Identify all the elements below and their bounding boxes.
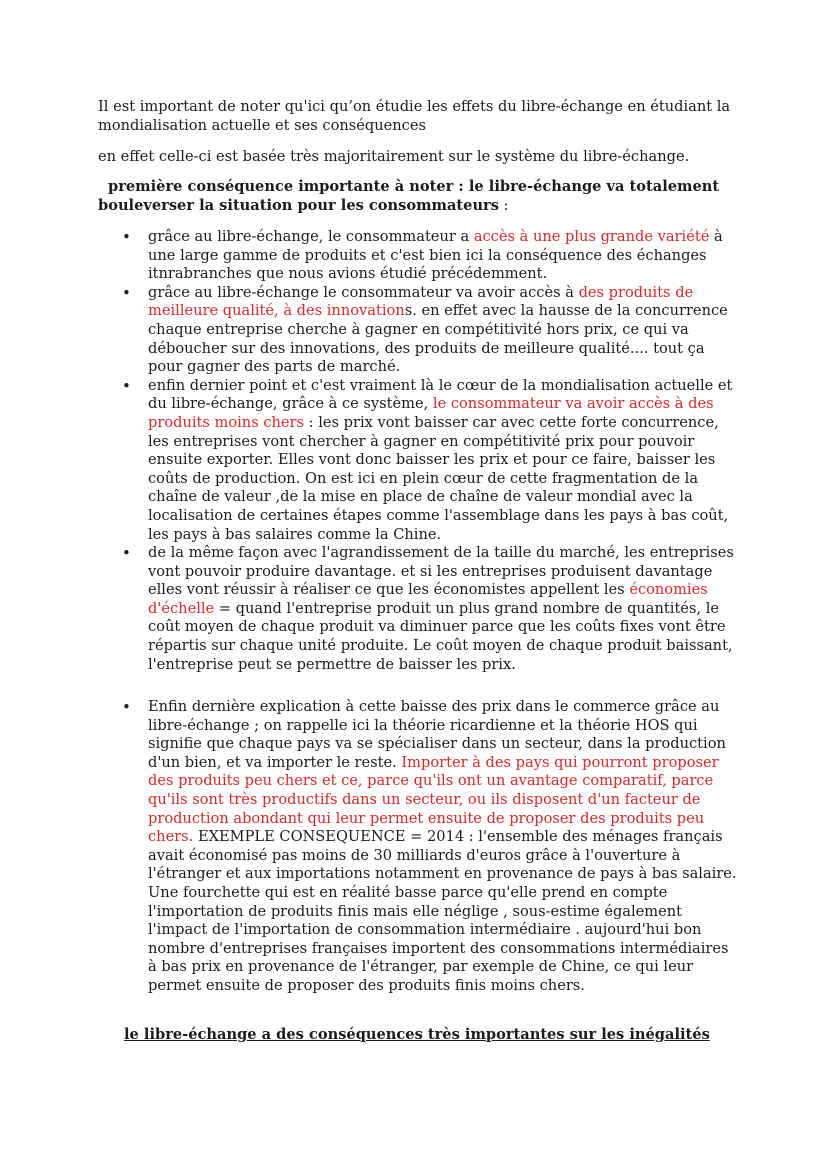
- text-segment: de la même façon avec l'agrandissement de la taille du marché, les entreprises vont pouvoir produire davantage. et si les entreprises produisent davantage elles vont réussir à réaliser ce que les économistes appellent les: [148, 544, 734, 599]
- text-segment: = quand l'entreprise produit un plus grand nombre de quantités, le coût moyen de chaque produit va diminuer parce que les coûts fixes vont être répartis sur chaque unité produite. Le coût moyen de chaque produit baissant, l'entreprise peut se permettre de baisser les prix.: [148, 599, 733, 673]
- highlighted-text: économies d'échelle: [148, 581, 708, 617]
- text-segment: enfin dernier point et c'est vraiment là le cœur de la mondialisation actuelle et du libre-échange, grâce à ce système,: [148, 376, 733, 413]
- text-segment: EXEMPLE CONSEQUENCE = 2014 : l'ensemble des ménages français avait économisé pas moins de 30 milliards d'euros grâce à l'ouverture à l'étranger et aux importations notamment en provenance de pays à bas salaire. Une fourchette qui est en réalité basse parce qu'elle prend en compte l'importation de produits finis mais elle néglige , sous-estime également l'impact de l'importation de consommation intermédiaire . aujourd'hui bon nombre d'entreprises françaises importent des consommations intermédiaires à bas prix en provenance de l'étranger, par exemple de Chine, ce qui leur permet ensuite de proposer des produits finis moins chers.: [148, 828, 737, 994]
- highlighted-text: accès à une plus grande variété: [473, 228, 710, 245]
- intro-paragraph-1: Il est important de noter qu'ici qu’on étudie les effets du libre-échange en étudiant la mondialisation actuelle et ses conséquences: [98, 98, 731, 134]
- list-item-variety: [148, 228, 738, 284]
- section-heading-inequalities: le libre-échange a des conséquences très importantes sur les inégalités: [124, 1026, 710, 1043]
- text-segment: grâce au libre-échange, le consommateur a: [148, 228, 474, 245]
- section-heading-consumers: [98, 178, 738, 215]
- text-segment: à une large gamme de produits et c'est bien ici la conséquence des échanges itnrabranches que nous avions étudié précédemment.: [148, 228, 723, 283]
- text-segment: s. en effet avec la hausse de la concurrence chaque entreprise cherche à gagner en compétitivité hors prix, ce qui va déboucher sur des innovations, des produits de meilleure qualité.... tout ça pour gagner des parts de marché.: [148, 302, 728, 376]
- intro-paragraph-2: en effet celle-ci est basée très majoritairement sur le système du libre-échange.: [98, 148, 690, 165]
- text-segment: Enfin dernière explication à cette baisse des prix dans le commerce grâce au libre-échange ; on rappelle ici la théorie ricardienne et la théorie HOS qui signifie que chaque pays va se spécialiser dans un secteur, dans la production d'un bien, et va importer le reste.: [148, 698, 726, 771]
- highlighted-text: Importer à des pays qui pourront proposer des produits peu chers et ce, parce qu'ils ont un avantage comparatif, parce qu'ils sont très productifs dans un secteur, ou ils disposent d'un facteur de production abondant qui leur permet ensuite de proposer des produits peu chers.: [148, 753, 719, 846]
- highlighted-text: des produits de meilleure qualité, à des innovation: [148, 283, 694, 320]
- heading-text: première conséquence importante à noter : le libre-échange va totalement bouleverser la situation pour les consommateurs: [98, 178, 720, 214]
- list-item-quality: [148, 284, 738, 377]
- consequence-list-continued: [148, 698, 738, 996]
- text-segment: grâce au libre-échange le consommateur va avoir accès à: [148, 283, 579, 301]
- highlighted-text: le consommateur va avoir accès à des produits moins chers: [148, 395, 714, 431]
- text-segment: : les prix vont baisser car avec cette forte concurrence, les entreprises vont chercher à gagner en compétitivité prix pour pouvoir ensuite exporter. Elles vont donc baisser les prix et pour ce faire, baisser les coûts de production. On est ici en plein cœur de cette fragmentation de la chaîne de valeur ,de la mise en place de chaîne de valeur mondial avec la localisation de certaines étapes comme l'assemblage dans les pays à bas coût, les pays à bas salaires comme la Chine.: [148, 413, 729, 543]
- list-item-specialization: [148, 698, 738, 996]
- heading-colon: :: [498, 196, 509, 214]
- list-item-economies-of-scale: [148, 544, 738, 674]
- list-item-cheaper-products: [148, 377, 738, 544]
- consequence-list: [148, 228, 738, 674]
